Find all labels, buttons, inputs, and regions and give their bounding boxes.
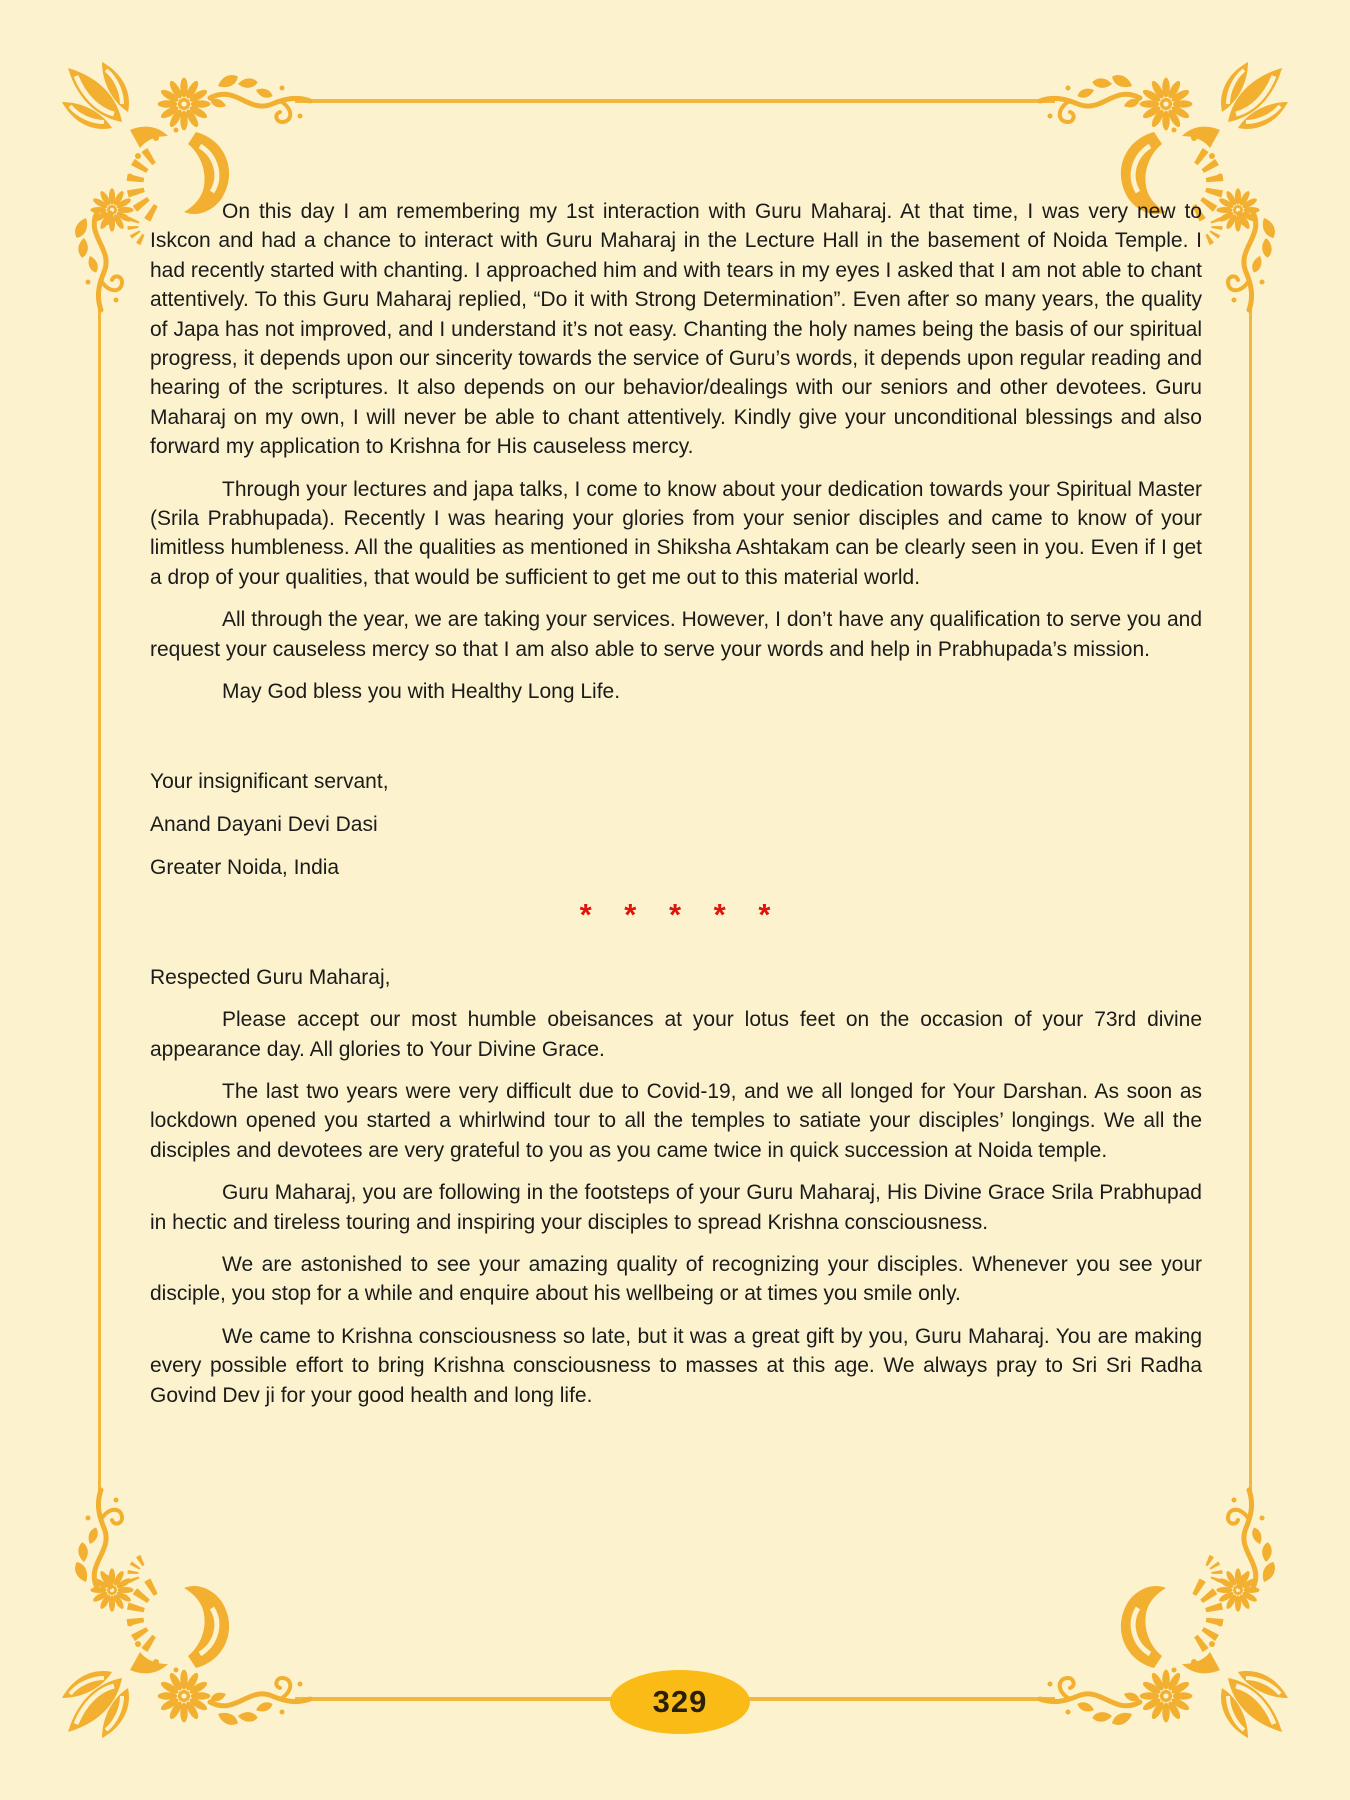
signature-line: Anand Dayani Devi Dasi — [150, 812, 378, 836]
page-number: 329 — [652, 1684, 708, 1719]
paragraph: Guru Maharaj, you are following in the footsteps of your Guru Maharaj, His Divine Grace Srila Prabhupad in hectic and tireless touring and inspiring your disciples to spread Krishna consciousness. — [150, 1181, 1202, 1234]
asterisk-separator: * * * * * — [579, 896, 773, 932]
border-line-top — [295, 99, 1055, 103]
paragraph: Please accept our most humble obeisances at your lotus feet on the occasion of your 73rd divine appearance day. All glories to Your Divine Grace. — [150, 1008, 1202, 1061]
page-number-badge — [610, 1670, 750, 1734]
signature-line: Greater Noida, India — [150, 856, 340, 880]
paragraph: On this day I am remembering my 1st interaction with Guru Maharaj. At that time, I was very new to Iskcon and had a chance to interact with Guru Maharaj in the Lecture Hall in the basement of Noida Temple. I had recently started with chanting. I approached him and with tears in my eyes I asked that I am not able to chant attentively. To this Guru Maharaj replied, “Do it with Strong Determination”. Even after so many years, the quality of Japa has not improved, and I understand it’s not easy. Chanting the holy names being the basis of our spiritual progress, it depends upon our sincerity towards the service of Guru’s words, it depends upon regular reading and hearing of the scriptures. It also depends on our behavior/dealings with our seniors and other devotees. Guru Maharaj on my own, I will never be able to chant attentively. Kindly give your unconditional blessings and also forward my application to Krishna for His causeless mercy. — [150, 200, 1202, 459]
paragraph: May God bless you with Healthy Long Life. — [222, 680, 621, 704]
paragraph: We came to Krishna consciousness so late, but it was a great gift by you, Guru Maharaj. You are making every possible effort to bring Krishna consciousness to masses at this age. We always pray to Sri Sri Radha Govind Dev ji for your good health and long life. — [150, 1324, 1202, 1407]
paragraph: We are astonished to see your amazing quality of recognizing your disciples. Whenever you see your disciple, you stop for a while and enquire about his wellbeing or at times you smile only. — [150, 1252, 1202, 1306]
paragraph: All through the year, we are taking your services. However, I don’t have any qualification to serve you and request your causeless mercy so that I am also able to serve your words and help in Prabhupada’s mission. — [150, 608, 1202, 661]
salutation: Respected Guru Maharaj, — [150, 965, 391, 989]
floral-corner-ornament-icon — [60, 1480, 320, 1740]
floral-corner-ornament-icon — [1030, 1480, 1290, 1740]
letter-body — [150, 197, 1202, 1423]
paragraph: Through your lectures and japa talks, I come to know about your dedication towards your Spiritual Master (Srila Prabhupada). Recently I was hearing your glories from your senior disciples and came to know of your limitless humbleness. All the qualities as mentioned in Shiksha Ashtakam can be clearly seen in you. Even if I get a drop of your qualities, that would be sufficient to get me out to this material world. — [150, 477, 1202, 589]
border-line-right — [1249, 295, 1252, 1505]
paragraph: The last two years were very difficult due to Covid-19, and we all longed for Your Darshan. As soon as lockdown opened you started a whirlwind tour to all the temples to satiate your disciples’ longings. We all the disciples and devotees are very grateful to you as you came twice in quick succession at Noida temple. — [150, 1079, 1202, 1162]
signature-line: Your insignificant servant, — [150, 769, 389, 793]
border-line-left — [98, 295, 101, 1505]
signature-block — [150, 767, 1202, 883]
